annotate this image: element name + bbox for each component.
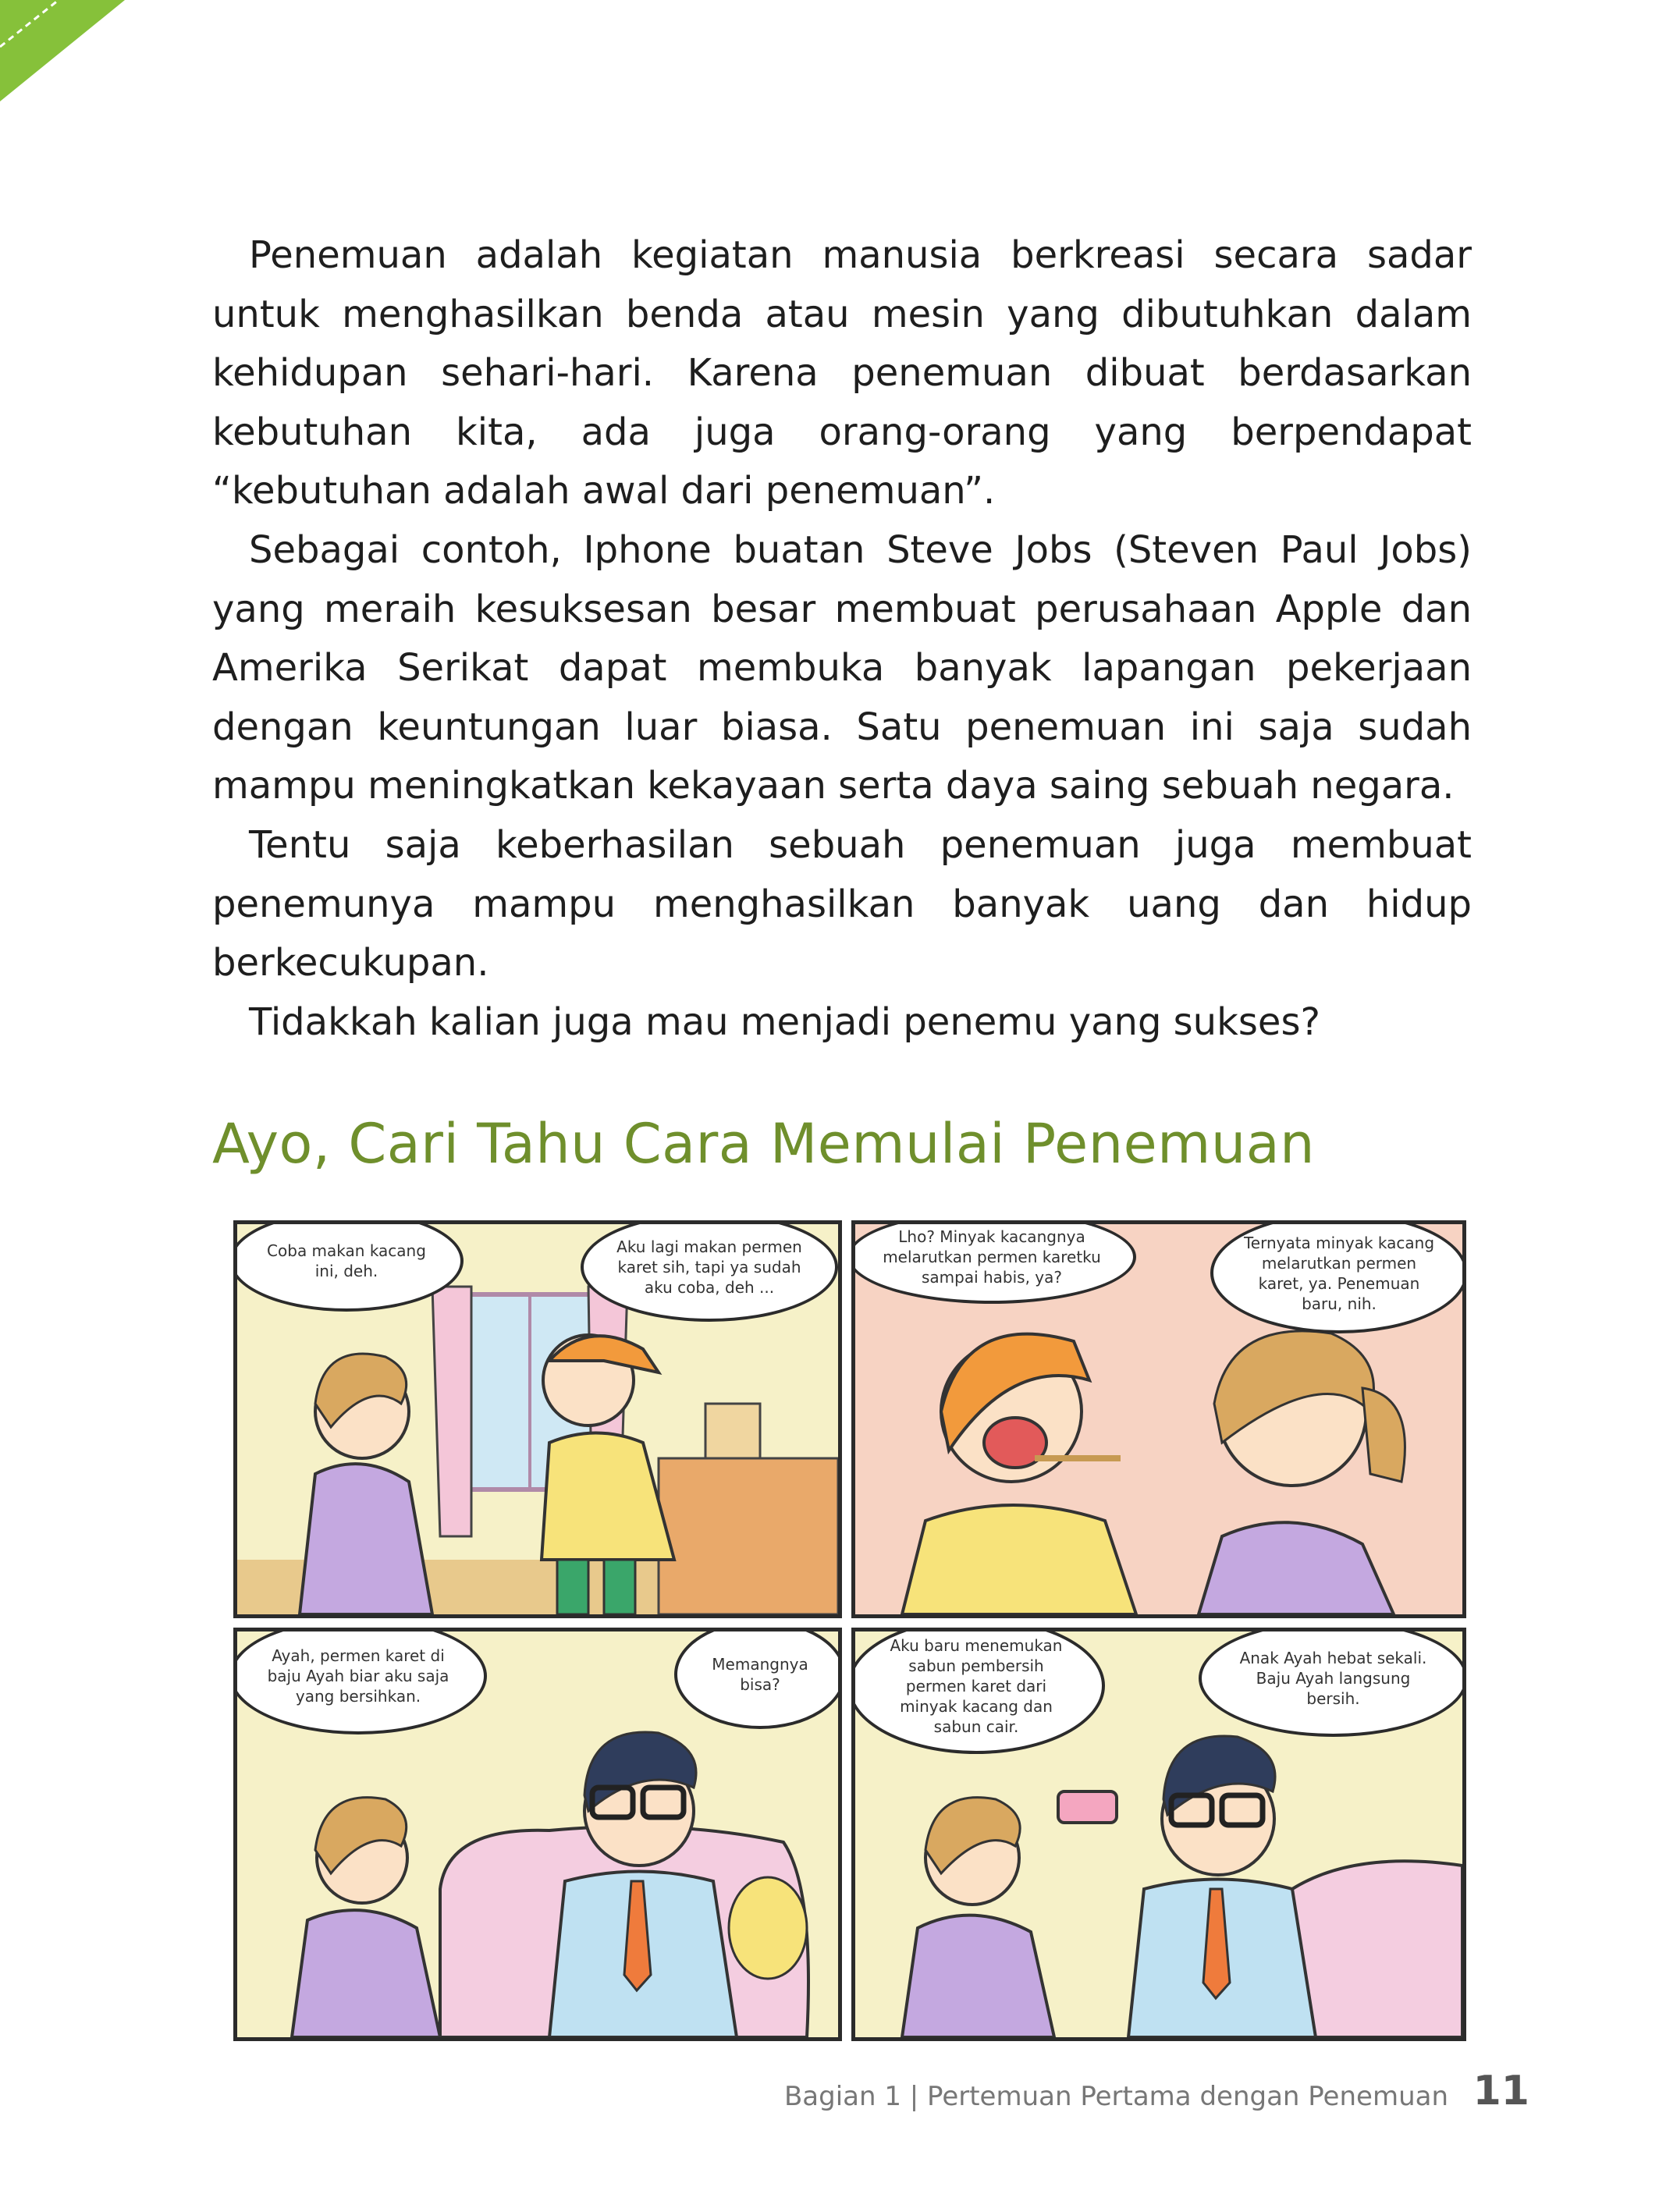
paragraph-3: Tentu saja keberhasilan sebuah penemuan juga membuat penemunya mampu menghasilkan banyak uang dan hidup berkecukupan. [212, 822, 1472, 985]
speech-bubble: Coba makan kacang ini, deh. [233, 1220, 464, 1312]
paragraph-4: Tidakkah kalian juga mau menjadi penemu yang sukses? [249, 999, 1320, 1044]
speech-bubble: Anak Ayah hebat sekali. Baju Ayah langsung bersih. [1199, 1628, 1466, 1737]
body-text [212, 226, 1472, 1052]
comic-panel-3 [233, 1628, 842, 2041]
footer-section-title: Bagian 1 | Pertemuan Pertama dengan Penemuan [783, 2081, 1448, 2112]
speech-bubble: Memangnya bisa? [674, 1628, 842, 1729]
comic-panel-4 [851, 1628, 1466, 2041]
comic-strip [233, 1220, 1466, 2041]
paragraph-1: Penemuan adalah kegiatan manusia berkreasi secara sadar untuk menghasilkan benda atau mesin yang dibutuhkan dalam kehidupan sehari-hari. Karena penemuan dibuat berdasarkan kebutuhan kita, ada juga orang-orang yang berpendapat “kebutuhan adalah awal dari penemuan”. [212, 233, 1472, 513]
paragraph-2: Sebagai contoh, Iphone buatan Steve Jobs (Steven Paul Jobs) yang meraih kesuksesan besar membuat perusahaan Apple dan Amerika Serikat dapat membuka banyak lapangan pekerjaan dengan keuntungan luar biasa. Satu penemuan ini saja sudah mampu meningkatkan kekayaan serta daya saing sebuah negara. [212, 527, 1472, 808]
speech-bubble: Ternyata minyak kacang melarutkan permen karet, ya. Penemuan baru, nih. [1210, 1220, 1466, 1333]
speech-bubble: Aku baru menemukan sabun pembersih permen karet dari minyak kacang dan sabun cair. [851, 1628, 1105, 1754]
comic-panel-1 [233, 1220, 842, 1618]
corner-ribbon [0, 0, 125, 101]
speech-bubble: Ayah, permen karet di baju Ayah biar aku saja yang bersihkan. [233, 1628, 487, 1734]
section-heading: Ayo, Cari Tahu Cara Memulai Penemuan [212, 1112, 1315, 1176]
speech-bubble: Lho? Minyak kacangnya melarutkan permen karetku sampai habis, ya? [851, 1220, 1136, 1304]
speech-bubble: Aku lagi makan permen karet sih, tapi ya sudah aku coba, deh ... [581, 1220, 838, 1322]
comic-panel-2 [851, 1220, 1466, 1618]
page-number: 11 [1472, 2068, 1529, 2114]
